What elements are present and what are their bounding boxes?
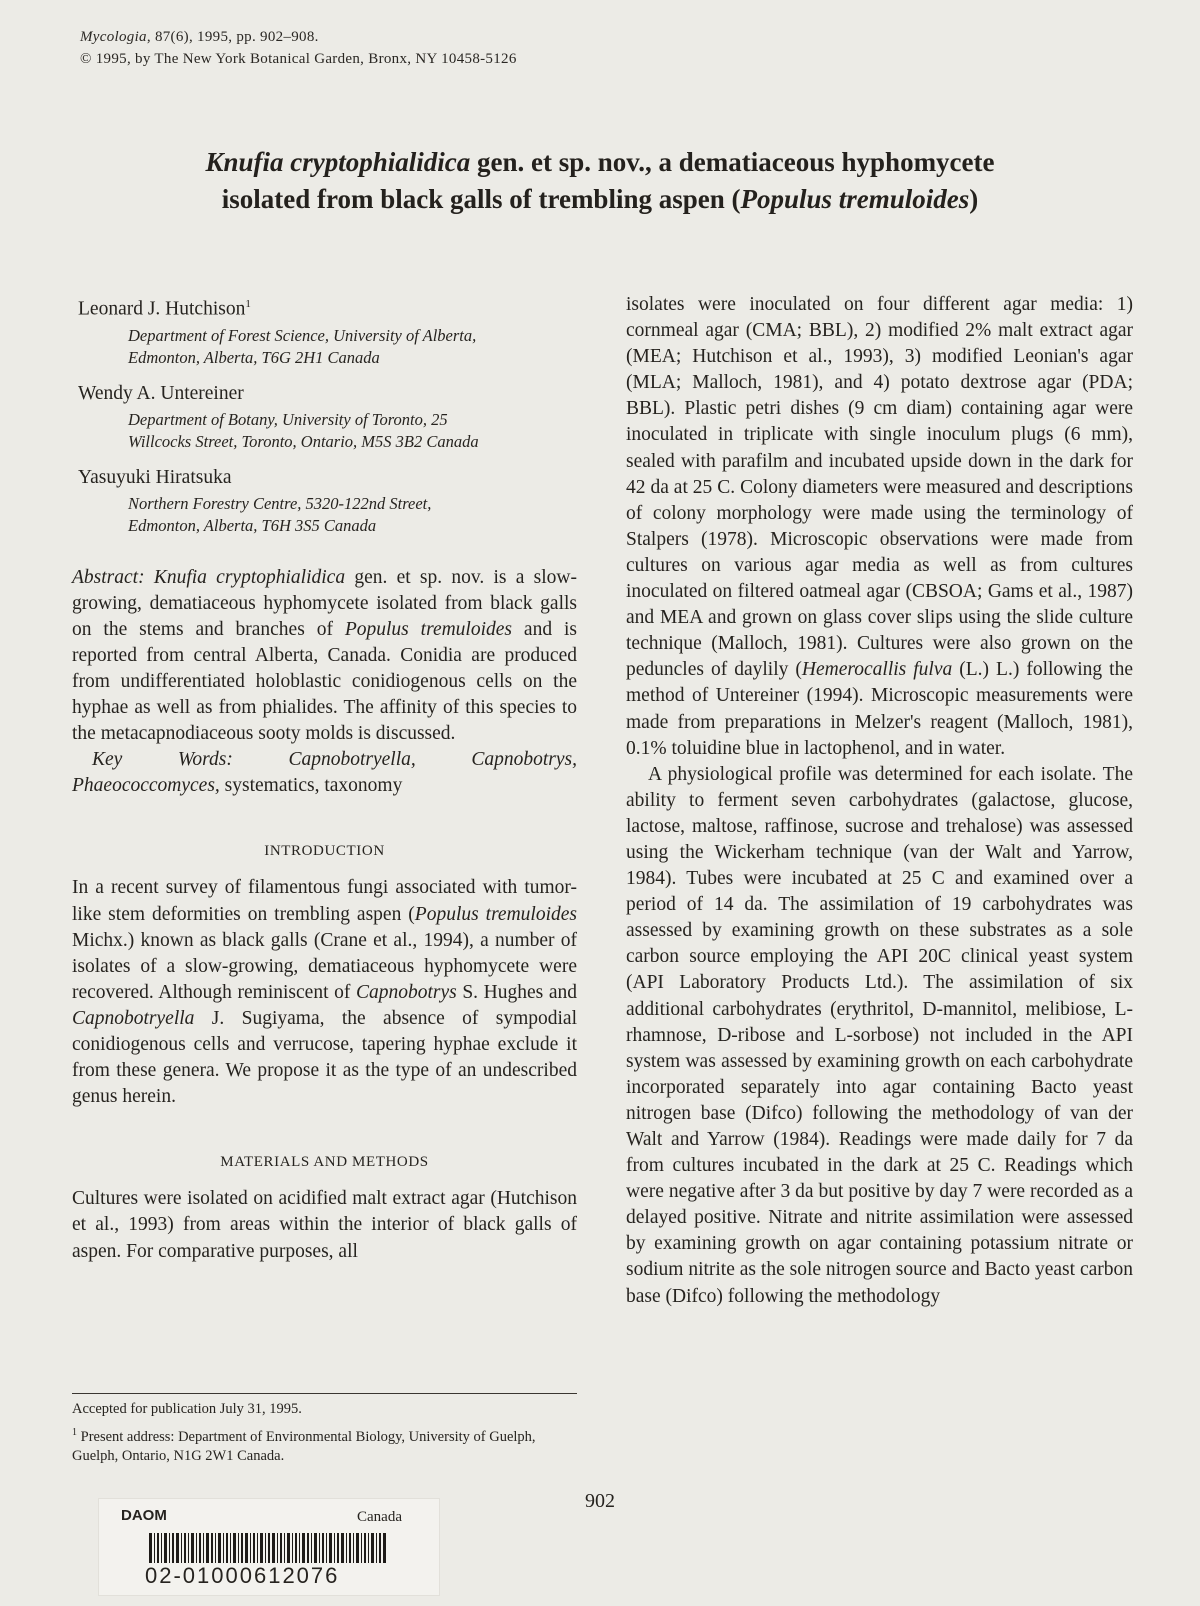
- introduction-text: [72, 875, 577, 1110]
- title-line2-end: ): [969, 184, 979, 214]
- methods-text: isolates were inoculated on four different agar media: 1) cornmeal agar (CMA; BBL), 2) modified 2% malt extract agar (MEA; Hutchison et al., 1993), 3) modified Leonian's agar (MLA; Malloch, 1981), and 4) potato dextrose agar (PDA; BBL). Plastic petri dishes (9 cm diam) containing agar were inoculated in triplicate with single inoculum plugs (6 mm), sealed with parafilm and incubated upside down in the dark for 42 da at 25 C. Colony diameters were measured and descriptions of colony morphology were made using the terminology of Stalpers (1978). Microscopic observations were made from cultures on various agar media as well as from cultures inoculated on filtered oatmeal agar (CBSOA; Gams et al., 1987) and MEA and grown on glass cover slips using the slide culture technique (Malloch, 1981). Cultures were also grown on the peduncles of daylily (: [626, 294, 1133, 681]
- author-affiliation: Northern Forestry Centre, 5320-122nd Street,: [128, 493, 432, 513]
- specimen-label: [98, 1498, 440, 1596]
- author-footnote-mark: 1: [245, 298, 251, 310]
- author-affiliation: Edmonton, Alberta, T6H 3S5 Canada: [128, 515, 377, 535]
- methods-heading: MATERIALS AND METHODS: [220, 1154, 429, 1171]
- journal-header: [80, 26, 517, 70]
- author-name: Leonard J. Hutchison: [78, 298, 246, 320]
- copyright-line: © 1995, by The New York Botanical Garden, Bronx, NY 10458-5126: [80, 51, 517, 67]
- title-line2: isolated from black galls of trembling aspen (: [221, 184, 741, 214]
- author-1: [72, 292, 577, 369]
- author-2: [72, 382, 577, 453]
- abstract-text: gen. et sp. nov. is a slow-growing, dematiaceous hyphomycete isolated from black galls on the stems and branches of: [72, 566, 578, 640]
- author-affiliation: Edmonton, Alberta, T6G 2H1 Canada: [128, 347, 380, 367]
- page-number: 902: [585, 1490, 615, 1512]
- physiology-paragraph: A physiological profile was determined for each isolate. The ability to ferment seven carbohydrates (galactose, glucose, lactose, maltose, raffinose, sucrose and trehalose) was assessed using the Wickerham technique (van der Walt and Yarrow, 1984). Tubes were incubated at 25 C and examined over a period of 14 da. The assimilation of 19 carbohydrates was assessed by examining growth on these substrates as a sole carbon source employing the API 20C clinical yeast system (API Laboratory Products Ltd.). The assimilation of six additional carbohydrates (erythritol, D-mannitol, melibiose, L-rhamnose, D-ribose and L-sorbose) not included in the API system was assessed by examining growth on each carbohydrate incorporated separately into agar containing Bacto yeast nitrogen base (Difco) following the methodology of van der Walt and Yarrow (1984). Readings were made daily for 7 da from cultures incubated in the dark at 25 C. Readings which were negative after 3 da but positive by day 7 were recorded as a delayed positive. Nitrate and nitrite assimilation were assessed by examining growth on agar containing potassium nitrate or sodium nitrite as the sole nitrogen source and Bacto yeast carbon base (Difco) following the methodology: [626, 763, 1133, 1307]
- keywords-label: Key Words:: [92, 749, 233, 771]
- intro-taxon: Populus tremuloides: [414, 903, 577, 925]
- country-wordmark: Canada: [357, 1509, 402, 1525]
- title-taxon: Knufia cryptophialidica: [205, 147, 471, 177]
- intro-taxon: Capnobotrys: [355, 981, 457, 1003]
- author-name: Wendy A. Untereiner: [78, 382, 244, 404]
- title-line1: gen. et sp. nov., a dematiaceous hyphomycete: [470, 147, 995, 177]
- herbarium-code: DAOM: [121, 1507, 167, 1524]
- address-note: [72, 1423, 582, 1466]
- author-3: [72, 466, 577, 537]
- introduction-heading: INTRODUCTION: [264, 843, 385, 860]
- footnotes: [72, 1400, 582, 1470]
- keywords-taxa: Capnobotryella, Capnobotrys, Phaeococcomyces,: [72, 749, 577, 797]
- title-host: Populus tremuloides: [740, 184, 970, 214]
- methods-text: (L.) L.) following the method of Untereiner (1994). Microscopic measurements were made from preparations in Melzer's reagent (Malloch, 1981), 0.1% toluidine blue in lactophenol, and in water.: [626, 659, 1133, 759]
- intro-text: In a recent survey of filamentous fungi associated with tumor-like stem deformities on trembling aspen (: [72, 877, 577, 925]
- footnote-mark: 1: [72, 1427, 77, 1438]
- article-title: [60, 144, 1140, 218]
- intro-text: S. Hughes and: [456, 981, 578, 1003]
- address-text: Present address: Department of Environmental Biology, University of Guelph, Guelph, Ontario, N1G 2W1 Canada.: [72, 1428, 536, 1464]
- right-column: [626, 292, 1133, 1310]
- accepted-note: Accepted for publication July 31, 1995.: [72, 1401, 302, 1417]
- author-block: [72, 292, 577, 537]
- citation-line: [80, 26, 517, 48]
- intro-text: Michx.) known as black galls (Crane et al., 1994), a number of isolates of a slow-growing, dematiaceous hyphomycete were recovered. Although reminiscent of: [72, 929, 577, 1003]
- key-words: [72, 747, 577, 799]
- abstract-taxon: Knufia cryptophialidica: [144, 566, 346, 588]
- author-affiliation: Department of Botany, University of Toronto, 25: [128, 409, 448, 429]
- journal-citation: , 87(6), 1995, pp. 902–908.: [146, 29, 319, 45]
- abstract-label: Abstract:: [72, 566, 145, 588]
- abstract: [72, 565, 577, 748]
- author-affiliation: Department of Forest Science, University of Alberta,: [128, 325, 477, 345]
- methods-taxon: Hemerocallis fulva: [801, 659, 953, 681]
- intro-text: J. Sugiyama, the absence of sympodial conidiogenous cells and verrucose, tapering hyphae exclude it from these genera. We propose it as the type of an undescribed genus herein.: [72, 1007, 577, 1108]
- keywords-terms: systematics, taxonomy: [219, 775, 403, 797]
- author-affiliation: Willcocks Street, Toronto, Ontario, M5S 3B2 Canada: [128, 431, 479, 451]
- intro-taxon: Capnobotryella: [72, 1007, 195, 1029]
- barcode-icon: [149, 1533, 389, 1563]
- footnote-rule: [72, 1393, 577, 1394]
- methods-paragraph: [626, 292, 1133, 762]
- methods-text: Cultures were isolated on acidified malt extract agar (Hutchison et al., 1993) from areas within the interior of black galls of aspen. For comparative purposes, all: [72, 1188, 577, 1262]
- barcode-number: 02-01000612076: [145, 1563, 340, 1588]
- author-name: Yasuyuki Hiratsuka: [78, 466, 232, 488]
- left-column: [72, 292, 577, 1265]
- journal-name: Mycologia: [80, 29, 147, 45]
- abstract-host: Populus tremuloides: [344, 618, 513, 640]
- abstract-text: and is reported from central Alberta, Canada. Conidia are produced from undifferentiated holoblastic conidiogenous cells on the hyphae as well as from phialides. The affinity of this species to the metacapnodiaceous sooty molds is discussed.: [72, 618, 577, 745]
